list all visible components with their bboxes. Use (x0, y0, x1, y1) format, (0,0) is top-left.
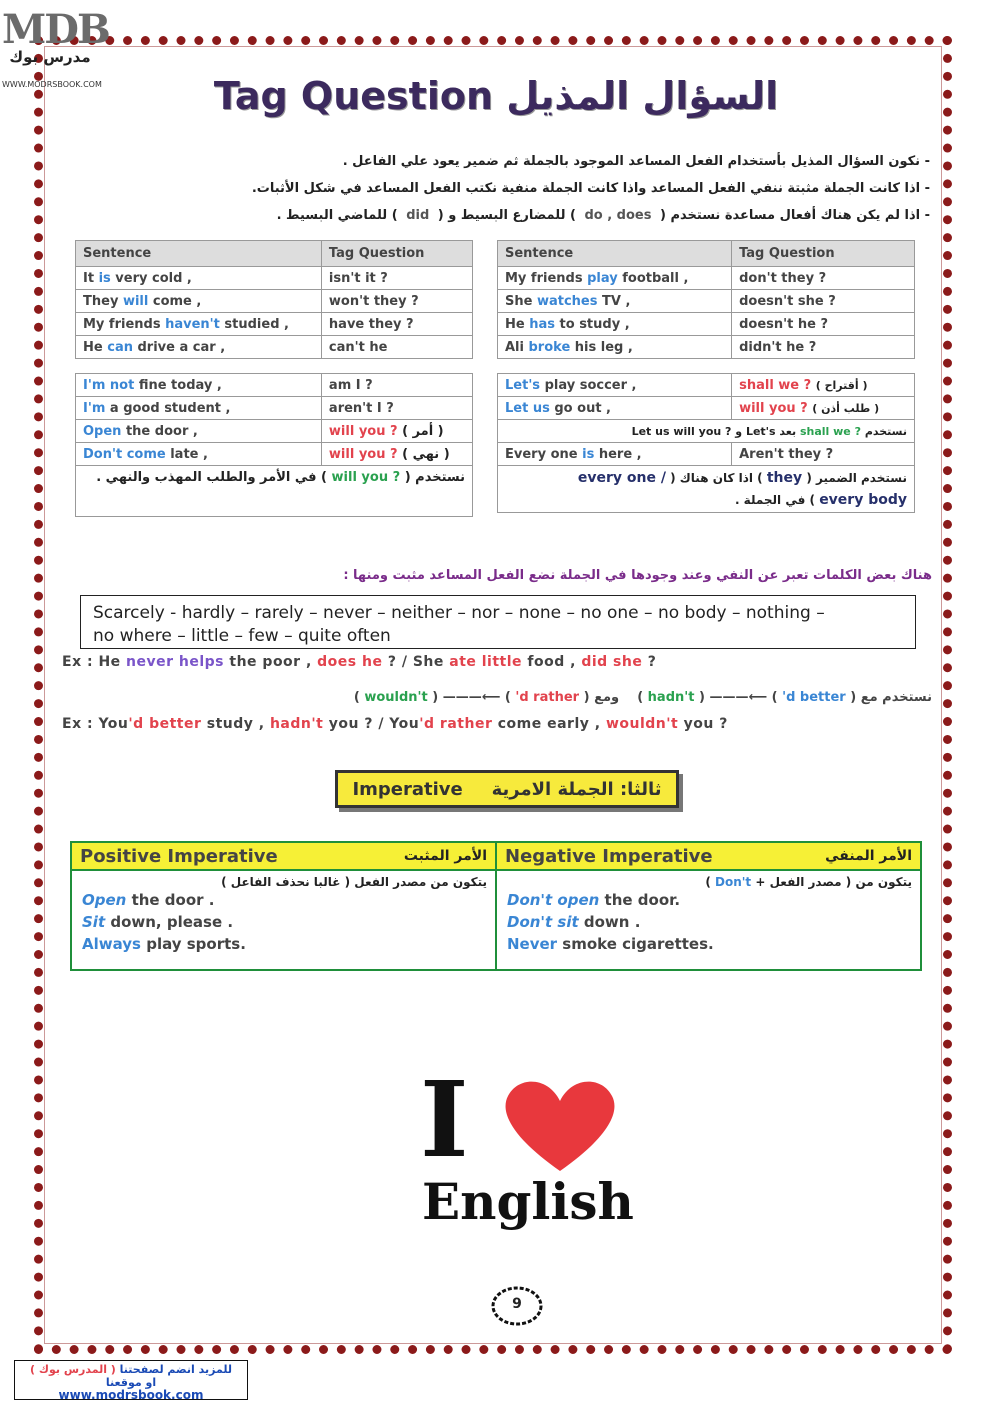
table-row: My friends haven't studied , have they ? (76, 313, 473, 336)
table-row: He can drive a car , can't he (76, 336, 473, 359)
column-header: Tag Question (732, 241, 915, 267)
rule-3 (240, 202, 930, 229)
example-2: Ex : You'd better study , hadn't you ? / You'd rather come early , wouldn't you ? (62, 716, 728, 732)
negative-imperative-column (495, 843, 920, 969)
negative-words-box (80, 595, 916, 649)
table-note-row: نستخدم الضمير ( they ) اذا كان هناك ( every one / every body ) في الجملة . (498, 466, 915, 513)
arrow-icon: ⟵——— (442, 690, 501, 705)
negative-words-line-1: Scarcely - hardly – rarely – never – neither – nor – none – no one – no body – nothing – (93, 603, 825, 623)
table-row: Let's play soccer , shall we ? ( أقتراح ) (498, 374, 915, 397)
negative-imperative-header: Negative Imperative الأمر المنفي (497, 843, 920, 871)
footer-promo[interactable] (14, 1360, 248, 1400)
table-note-row: نستخدم ( will you ? ) في الأمر والطلب المهذب والنهي . (76, 466, 473, 517)
rule-3-pre: - اذا لم يكن هناك أفعال مساعدة نستخدم ( (660, 208, 930, 223)
imperative-table (70, 841, 922, 971)
positive-imperative-column (72, 843, 495, 969)
rule-3-mid: ) للمضارع البسيط و ( (437, 208, 576, 223)
rule-2: - اذا كانت الجملة مثبتة ننفي الفعل المساعد واذا كانت الجملة منفية نكتب الفعل المساعد في شكل الأثبات. (251, 181, 930, 196)
footer-url-link[interactable]: www.modrsbook.com (58, 1388, 204, 1402)
rule-1: - نكون السؤال المذيل بأستخدام الفعل المساعد الموجود بالجملة ثم ضمير يعود علي الفاعل . (342, 154, 930, 169)
logo-url: WWW.MODRSBOOK.COM (2, 80, 102, 89)
love-word-english: English (422, 1172, 634, 1231)
negative-words-line-2: no where – little – few – quite often (93, 626, 391, 646)
left-tag-table (75, 240, 473, 517)
better-rather-rule: نستخدم مع ( 'd better ) ⟵——— ( hadn't ) ومع ( 'd rather ) ⟵——— ( wouldn't ) (353, 690, 932, 705)
right-tag-table (497, 240, 915, 513)
negative-example: Don't open the door. (507, 891, 681, 909)
table-row: Don't come late , will you ? ( نهي ) (76, 443, 473, 466)
heart-icon (500, 1076, 620, 1176)
positive-imperative-rule: يتكون من مصدر الفعل ( غالبا نحذف الفاعل ) (221, 875, 487, 889)
title-arabic: السؤال المذيل (506, 74, 779, 118)
table-row: I'm a good student , aren't I ? (76, 397, 473, 420)
table-row: Let us go out , will you ? ( طلب أذن ) (498, 397, 915, 420)
table-row: Every one is here , Aren't they ? (498, 443, 915, 466)
table-row: They will come , won't they ? (76, 290, 473, 313)
negative-words-heading: هناك بعض الكلمات تعبر عن النفي وعند وجودها في الجملة نضع الفعل المساعد مثبت ومنها : (343, 568, 932, 583)
imperative-banner-en: Imperative (352, 778, 463, 800)
table-row: My friends play football , don't they ? (498, 267, 915, 290)
logo-arabic: مدرس بوك (9, 48, 91, 66)
positive-example: Open the door . (82, 891, 215, 909)
negative-imperative-rule: يتكون من ( مصدر الفعل + Don't ) (705, 875, 912, 889)
love-letter-i: I (420, 1058, 469, 1181)
page-number: 9 (490, 1286, 544, 1326)
table-row: It is very cold , isn't it ? (76, 267, 473, 290)
example-1: Ex : He never helps the poor , does he ? / She ate little food , did she ? (62, 654, 657, 670)
rule-3-post: ) للماضي البسيط . (276, 208, 398, 223)
positive-example: Sit down, please . (82, 913, 234, 931)
rule-3-did: did (406, 208, 430, 223)
page-title (0, 74, 992, 118)
positive-imperative-header: Positive Imperative الأمر المثبت (72, 843, 495, 871)
imperative-banner-ar: ثالثا: الجملة الامرية (491, 778, 662, 800)
logo-letters: MDB (2, 6, 109, 53)
footer-line-2: او موقعنا (105, 1376, 157, 1389)
positive-example: Always play sports. (82, 935, 246, 953)
tag-question-rules (240, 148, 930, 229)
table-row: He has to study , doesn't he ? (498, 313, 915, 336)
title-english: Tag Question (213, 74, 494, 118)
table-row: Open the door , will you ? ( أمر ) (76, 420, 473, 443)
negative-example: Never smoke cigarettes. (507, 935, 714, 953)
rule-3-do-does: do , does (584, 208, 652, 223)
imperative-banner (335, 770, 679, 808)
table-row: I'm not fine today , am I ? (76, 374, 473, 397)
table-row: نستخدم shall we ? بعد Let's و will you ? Let us (498, 420, 915, 443)
footer-line-1: للمزيد انضم لصفحتنا ( المدرس بوك ) (30, 1363, 232, 1376)
table-row: Ali broke his leg , didn't he ? (498, 336, 915, 359)
negative-example: Don't sit down . (507, 913, 641, 931)
column-header: Sentence (76, 241, 322, 267)
column-header: Sentence (498, 241, 732, 267)
arrow-icon: ⟵——— (709, 690, 768, 705)
table-row: She watches TV , doesn't she ? (498, 290, 915, 313)
i-love-english-graphic (420, 1058, 634, 1231)
column-header: Tag Question (321, 241, 472, 267)
